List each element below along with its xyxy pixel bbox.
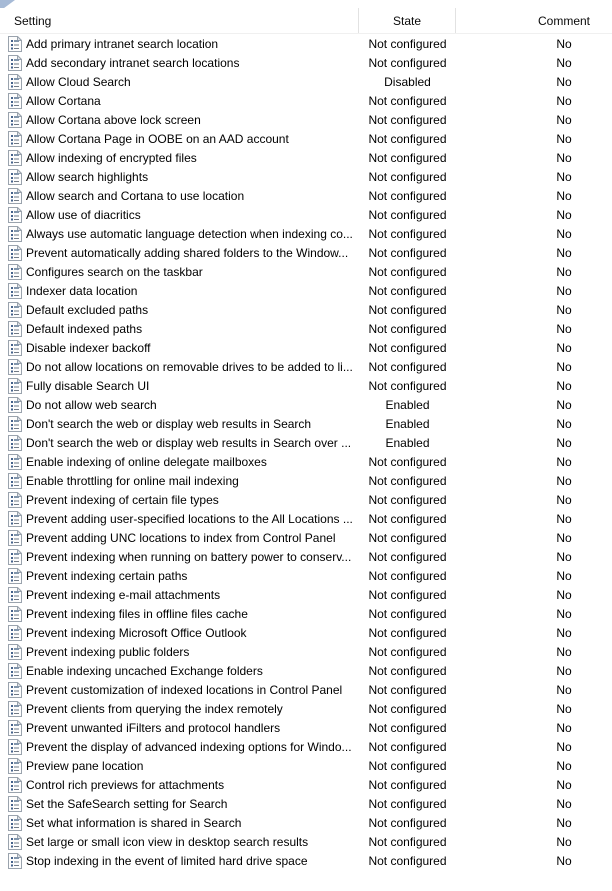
setting-name: Stop indexing in the event of limited hard drive space bbox=[26, 853, 308, 868]
setting-name: Set large or small icon view in desktop search results bbox=[26, 834, 309, 849]
policy-setting-document-icon bbox=[8, 739, 22, 755]
setting-name: Allow Cortana above lock screen bbox=[26, 112, 201, 127]
setting-comment: No bbox=[556, 435, 572, 450]
policy-setting-row[interactable] bbox=[0, 642, 612, 661]
policy-setting-document-icon bbox=[8, 853, 22, 869]
setting-state: Not configured bbox=[368, 511, 447, 526]
policy-setting-document-icon bbox=[8, 511, 22, 527]
policy-setting-document-icon bbox=[8, 777, 22, 793]
column-header-comment[interactable] bbox=[456, 8, 612, 33]
setting-comment: No bbox=[556, 701, 572, 716]
setting-name: Add primary intranet search location bbox=[26, 36, 219, 51]
setting-state: Not configured bbox=[368, 530, 447, 545]
setting-comment: No bbox=[556, 682, 572, 697]
setting-state: Not configured bbox=[368, 131, 447, 146]
policy-setting-document-icon bbox=[8, 454, 22, 470]
setting-state: Not configured bbox=[368, 644, 447, 659]
setting-comment: No bbox=[556, 758, 572, 773]
setting-cell bbox=[0, 796, 359, 812]
policy-setting-document-icon bbox=[8, 625, 22, 641]
setting-state: Not configured bbox=[368, 283, 447, 298]
setting-name: Preview pane location bbox=[26, 758, 144, 773]
setting-cell bbox=[0, 321, 359, 337]
settings-list bbox=[0, 34, 612, 870]
setting-comment: No bbox=[556, 834, 572, 849]
setting-name: Do not allow locations on removable drives to be added to li... bbox=[26, 359, 353, 374]
policy-setting-row[interactable] bbox=[0, 34, 612, 53]
setting-cell bbox=[0, 663, 359, 679]
setting-comment: No bbox=[556, 188, 572, 203]
setting-comment: No bbox=[556, 549, 572, 564]
setting-name: Prevent automatically adding shared folders to the Window... bbox=[26, 245, 349, 260]
setting-cell bbox=[0, 435, 359, 451]
policy-setting-document-icon bbox=[8, 549, 22, 565]
setting-name: Do not allow web search bbox=[26, 397, 157, 412]
setting-name: Prevent adding UNC locations to index from Control Panel bbox=[26, 530, 336, 545]
setting-state: Not configured bbox=[368, 587, 447, 602]
setting-cell bbox=[0, 378, 359, 394]
policy-setting-row[interactable] bbox=[0, 91, 612, 110]
setting-cell bbox=[0, 264, 359, 280]
setting-name: Enable indexing of online delegate mailboxes bbox=[26, 454, 267, 469]
setting-cell bbox=[0, 207, 359, 223]
setting-cell bbox=[0, 777, 359, 793]
policy-setting-row[interactable] bbox=[0, 395, 612, 414]
setting-name: Add secondary intranet search locations bbox=[26, 55, 240, 70]
setting-comment: No bbox=[556, 207, 572, 222]
setting-state: Not configured bbox=[368, 796, 447, 811]
setting-state: Not configured bbox=[368, 207, 447, 222]
setting-cell bbox=[0, 511, 359, 527]
setting-state: Enabled bbox=[385, 435, 430, 450]
setting-comment: No bbox=[556, 302, 572, 317]
policy-setting-document-icon bbox=[8, 112, 22, 128]
setting-cell bbox=[0, 834, 359, 850]
setting-cell bbox=[0, 739, 359, 755]
setting-cell bbox=[0, 587, 359, 603]
policy-setting-document-icon bbox=[8, 207, 22, 223]
policy-setting-document-icon bbox=[8, 264, 22, 280]
setting-comment: No bbox=[556, 150, 572, 165]
policy-settings-listview bbox=[0, 8, 612, 870]
setting-cell bbox=[0, 169, 359, 185]
setting-comment: No bbox=[556, 739, 572, 754]
policy-setting-row[interactable] bbox=[0, 186, 612, 205]
policy-setting-row[interactable] bbox=[0, 775, 612, 794]
setting-state: Not configured bbox=[368, 169, 447, 184]
policy-setting-document-icon bbox=[8, 188, 22, 204]
setting-comment: No bbox=[556, 245, 572, 260]
policy-setting-document-icon bbox=[8, 568, 22, 584]
setting-comment: No bbox=[556, 473, 572, 488]
setting-name: Allow use of diacritics bbox=[26, 207, 141, 222]
policy-setting-row[interactable] bbox=[0, 414, 612, 433]
policy-setting-document-icon bbox=[8, 245, 22, 261]
policy-setting-document-icon bbox=[8, 435, 22, 451]
policy-setting-document-icon bbox=[8, 796, 22, 812]
policy-setting-document-icon bbox=[8, 644, 22, 660]
setting-comment: No bbox=[556, 169, 572, 184]
setting-name: Prevent clients from querying the index remotely bbox=[26, 701, 283, 716]
policy-setting-document-icon bbox=[8, 815, 22, 831]
setting-cell bbox=[0, 55, 359, 71]
setting-state: Not configured bbox=[368, 834, 447, 849]
setting-name: Prevent indexing e-mail attachments bbox=[26, 587, 221, 602]
setting-state: Not configured bbox=[368, 359, 447, 374]
setting-state: Not configured bbox=[368, 264, 447, 279]
setting-name: Don't search the web or display web results in Search over ... bbox=[26, 435, 352, 450]
setting-comment: No bbox=[556, 340, 572, 355]
policy-setting-document-icon bbox=[8, 701, 22, 717]
setting-comment: No bbox=[556, 93, 572, 108]
policy-setting-document-icon bbox=[8, 321, 22, 337]
setting-name: Configures search on the taskbar bbox=[26, 264, 203, 279]
policy-setting-row[interactable] bbox=[0, 319, 612, 338]
policy-setting-document-icon bbox=[8, 378, 22, 394]
setting-state: Not configured bbox=[368, 492, 447, 507]
setting-state: Enabled bbox=[385, 416, 430, 431]
setting-name: Allow indexing of encrypted files bbox=[26, 150, 197, 165]
policy-setting-row[interactable] bbox=[0, 148, 612, 167]
policy-setting-row[interactable] bbox=[0, 224, 612, 243]
setting-cell bbox=[0, 701, 359, 717]
setting-name: Prevent indexing Microsoft Office Outlook bbox=[26, 625, 247, 640]
setting-cell bbox=[0, 853, 359, 869]
policy-setting-document-icon bbox=[8, 530, 22, 546]
setting-state: Not configured bbox=[368, 549, 447, 564]
policy-setting-row[interactable] bbox=[0, 756, 612, 775]
policy-setting-document-icon bbox=[8, 131, 22, 147]
setting-comment: No bbox=[556, 226, 572, 241]
policy-setting-row[interactable] bbox=[0, 471, 612, 490]
column-header-state-label: State bbox=[392, 13, 422, 28]
setting-name: Allow Cloud Search bbox=[26, 74, 131, 89]
policy-setting-document-icon bbox=[8, 397, 22, 413]
setting-cell bbox=[0, 93, 359, 109]
policy-setting-document-icon bbox=[8, 473, 22, 489]
policy-setting-document-icon bbox=[8, 359, 22, 375]
policy-setting-row[interactable] bbox=[0, 110, 612, 129]
policy-setting-row[interactable] bbox=[0, 718, 612, 737]
setting-comment: No bbox=[556, 416, 572, 431]
setting-state: Not configured bbox=[368, 682, 447, 697]
policy-setting-row[interactable] bbox=[0, 661, 612, 680]
setting-state: Not configured bbox=[368, 321, 447, 336]
setting-state: Not configured bbox=[368, 150, 447, 165]
setting-cell bbox=[0, 492, 359, 508]
setting-cell bbox=[0, 416, 359, 432]
column-header-comment-label: Comment bbox=[537, 13, 590, 28]
setting-cell bbox=[0, 226, 359, 242]
setting-state: Not configured bbox=[368, 473, 447, 488]
policy-setting-document-icon bbox=[8, 283, 22, 299]
setting-state: Not configured bbox=[368, 777, 447, 792]
setting-comment: No bbox=[556, 378, 572, 393]
column-header-setting[interactable] bbox=[0, 8, 359, 33]
setting-comment: No bbox=[556, 720, 572, 735]
setting-name: Prevent indexing public folders bbox=[26, 644, 190, 659]
setting-comment: No bbox=[556, 587, 572, 602]
policy-setting-row[interactable] bbox=[0, 262, 612, 281]
setting-state: Not configured bbox=[368, 663, 447, 678]
policy-setting-document-icon bbox=[8, 663, 22, 679]
setting-state: Not configured bbox=[368, 93, 447, 108]
policy-setting-row[interactable] bbox=[0, 72, 612, 91]
policy-setting-row[interactable] bbox=[0, 547, 612, 566]
setting-name: Enable indexing uncached Exchange folders bbox=[26, 663, 263, 678]
policy-setting-row[interactable] bbox=[0, 566, 612, 585]
policy-setting-document-icon bbox=[8, 416, 22, 432]
setting-cell bbox=[0, 340, 359, 356]
setting-cell bbox=[0, 454, 359, 470]
policy-setting-row[interactable] bbox=[0, 357, 612, 376]
policy-setting-row[interactable] bbox=[0, 680, 612, 699]
setting-cell bbox=[0, 473, 359, 489]
setting-comment: No bbox=[556, 568, 572, 583]
setting-state: Not configured bbox=[368, 188, 447, 203]
policy-setting-document-icon bbox=[8, 169, 22, 185]
setting-comment: No bbox=[556, 796, 572, 811]
policy-setting-row[interactable] bbox=[0, 243, 612, 262]
setting-state: Not configured bbox=[368, 55, 447, 70]
setting-name: Fully disable Search UI bbox=[26, 378, 150, 393]
policy-setting-row[interactable] bbox=[0, 737, 612, 756]
policy-setting-row[interactable] bbox=[0, 813, 612, 832]
policy-setting-row[interactable] bbox=[0, 490, 612, 509]
setting-comment: No bbox=[556, 321, 572, 336]
setting-cell bbox=[0, 815, 359, 831]
policy-setting-document-icon bbox=[8, 340, 22, 356]
setting-cell bbox=[0, 245, 359, 261]
setting-state: Not configured bbox=[368, 568, 447, 583]
setting-cell bbox=[0, 188, 359, 204]
setting-state: Not configured bbox=[368, 606, 447, 621]
setting-comment: No bbox=[556, 359, 572, 374]
policy-setting-document-icon bbox=[8, 758, 22, 774]
policy-setting-row[interactable] bbox=[0, 281, 612, 300]
setting-cell bbox=[0, 131, 359, 147]
setting-state: Not configured bbox=[368, 36, 447, 51]
policy-setting-row[interactable] bbox=[0, 623, 612, 642]
setting-comment: No bbox=[556, 454, 572, 469]
setting-name: Allow Cortana bbox=[26, 93, 101, 108]
setting-cell bbox=[0, 625, 359, 641]
setting-name: Disable indexer backoff bbox=[26, 340, 151, 355]
setting-cell bbox=[0, 682, 359, 698]
policy-setting-row[interactable] bbox=[0, 832, 612, 851]
setting-name: Prevent customization of indexed locations in Control Panel bbox=[26, 682, 343, 697]
setting-state: Not configured bbox=[368, 720, 447, 735]
policy-setting-row[interactable] bbox=[0, 433, 612, 452]
setting-comment: No bbox=[556, 36, 572, 51]
setting-comment: No bbox=[556, 663, 572, 678]
setting-name: Default indexed paths bbox=[26, 321, 143, 336]
setting-name: Allow Cortana Page in OOBE on an AAD account bbox=[26, 131, 289, 146]
setting-name: Don't search the web or display web results in Search bbox=[26, 416, 312, 431]
setting-cell bbox=[0, 644, 359, 660]
setting-state: Not configured bbox=[368, 340, 447, 355]
setting-name: Prevent unwanted iFilters and protocol handlers bbox=[26, 720, 281, 735]
policy-setting-document-icon bbox=[8, 587, 22, 603]
setting-name: Prevent adding user-specified locations to the All Locations ... bbox=[26, 511, 353, 526]
setting-state: Not configured bbox=[368, 302, 447, 317]
setting-state: Not configured bbox=[368, 701, 447, 716]
setting-name: Default excluded paths bbox=[26, 302, 149, 317]
policy-setting-document-icon bbox=[8, 834, 22, 850]
setting-state: Disabled bbox=[384, 74, 431, 89]
setting-name: Indexer data location bbox=[26, 283, 138, 298]
policy-setting-document-icon bbox=[8, 93, 22, 109]
policy-setting-document-icon bbox=[8, 36, 22, 52]
policy-setting-document-icon bbox=[8, 74, 22, 90]
policy-setting-row[interactable] bbox=[0, 376, 612, 395]
setting-cell bbox=[0, 36, 359, 52]
policy-setting-row[interactable] bbox=[0, 205, 612, 224]
setting-comment: No bbox=[556, 397, 572, 412]
policy-setting-row[interactable] bbox=[0, 528, 612, 547]
setting-name: Prevent indexing certain paths bbox=[26, 568, 188, 583]
setting-cell bbox=[0, 283, 359, 299]
setting-name: Prevent indexing of certain file types bbox=[26, 492, 219, 507]
policy-setting-row[interactable] bbox=[0, 851, 612, 870]
setting-comment: No bbox=[556, 625, 572, 640]
setting-comment: No bbox=[556, 112, 572, 127]
setting-cell bbox=[0, 568, 359, 584]
setting-state: Not configured bbox=[368, 112, 447, 127]
policy-setting-row[interactable] bbox=[0, 604, 612, 623]
setting-name: Control rich previews for attachments bbox=[26, 777, 225, 792]
setting-state: Not configured bbox=[368, 245, 447, 260]
setting-state: Not configured bbox=[368, 815, 447, 830]
policy-setting-row[interactable] bbox=[0, 452, 612, 471]
setting-cell bbox=[0, 606, 359, 622]
policy-setting-document-icon bbox=[8, 226, 22, 242]
setting-state: Not configured bbox=[368, 378, 447, 393]
setting-name: Enable throttling for online mail indexing bbox=[26, 473, 239, 488]
setting-comment: No bbox=[556, 131, 572, 146]
setting-name: Set what information is shared in Search bbox=[26, 815, 242, 830]
policy-setting-row[interactable] bbox=[0, 300, 612, 319]
setting-comment: No bbox=[556, 777, 572, 792]
setting-cell bbox=[0, 112, 359, 128]
setting-comment: No bbox=[556, 815, 572, 830]
policy-setting-row[interactable] bbox=[0, 338, 612, 357]
setting-name: Prevent indexing when running on battery power to conserv... bbox=[26, 549, 352, 564]
setting-cell bbox=[0, 720, 359, 736]
policy-setting-row[interactable] bbox=[0, 167, 612, 186]
column-header-setting-label: Setting bbox=[14, 13, 52, 28]
setting-name: Prevent the display of advanced indexing options for Windo... bbox=[26, 739, 352, 754]
setting-comment: No bbox=[556, 853, 572, 868]
policy-setting-document-icon bbox=[8, 302, 22, 318]
setting-cell bbox=[0, 549, 359, 565]
setting-name: Prevent indexing files in offline files cache bbox=[26, 606, 248, 621]
setting-cell bbox=[0, 530, 359, 546]
list-header bbox=[0, 8, 612, 34]
setting-cell bbox=[0, 397, 359, 413]
setting-cell bbox=[0, 74, 359, 90]
setting-state: Not configured bbox=[368, 758, 447, 773]
setting-state: Not configured bbox=[368, 739, 447, 754]
setting-state: Not configured bbox=[368, 454, 447, 469]
policy-setting-document-icon bbox=[8, 606, 22, 622]
setting-comment: No bbox=[556, 530, 572, 545]
policy-setting-document-icon bbox=[8, 55, 22, 71]
setting-comment: No bbox=[556, 283, 572, 298]
setting-cell bbox=[0, 758, 359, 774]
setting-comment: No bbox=[556, 492, 572, 507]
policy-setting-document-icon bbox=[8, 492, 22, 508]
setting-state: Not configured bbox=[368, 226, 447, 241]
policy-setting-row[interactable] bbox=[0, 509, 612, 528]
setting-comment: No bbox=[556, 606, 572, 621]
policy-setting-row[interactable] bbox=[0, 53, 612, 72]
setting-comment: No bbox=[556, 264, 572, 279]
policy-setting-document-icon bbox=[8, 150, 22, 166]
policy-setting-row[interactable] bbox=[0, 699, 612, 718]
setting-state: Not configured bbox=[368, 625, 447, 640]
setting-cell bbox=[0, 150, 359, 166]
policy-setting-document-icon bbox=[8, 720, 22, 736]
setting-cell bbox=[0, 359, 359, 375]
policy-setting-row[interactable] bbox=[0, 585, 612, 604]
setting-name: Allow search and Cortana to use location bbox=[26, 188, 245, 203]
policy-setting-row[interactable] bbox=[0, 794, 612, 813]
setting-name: Set the SafeSearch setting for Search bbox=[26, 796, 228, 811]
setting-name: Allow search highlights bbox=[26, 169, 149, 184]
setting-cell bbox=[0, 302, 359, 318]
setting-comment: No bbox=[556, 644, 572, 659]
setting-state: Enabled bbox=[385, 397, 430, 412]
policy-setting-document-icon bbox=[8, 682, 22, 698]
setting-name: Always use automatic language detection when indexing co... bbox=[26, 226, 353, 241]
setting-state: Not configured bbox=[368, 853, 447, 868]
column-header-state[interactable] bbox=[359, 8, 456, 33]
setting-comment: No bbox=[556, 55, 572, 70]
setting-comment: No bbox=[556, 74, 572, 89]
policy-setting-row[interactable] bbox=[0, 129, 612, 148]
setting-comment: No bbox=[556, 511, 572, 526]
